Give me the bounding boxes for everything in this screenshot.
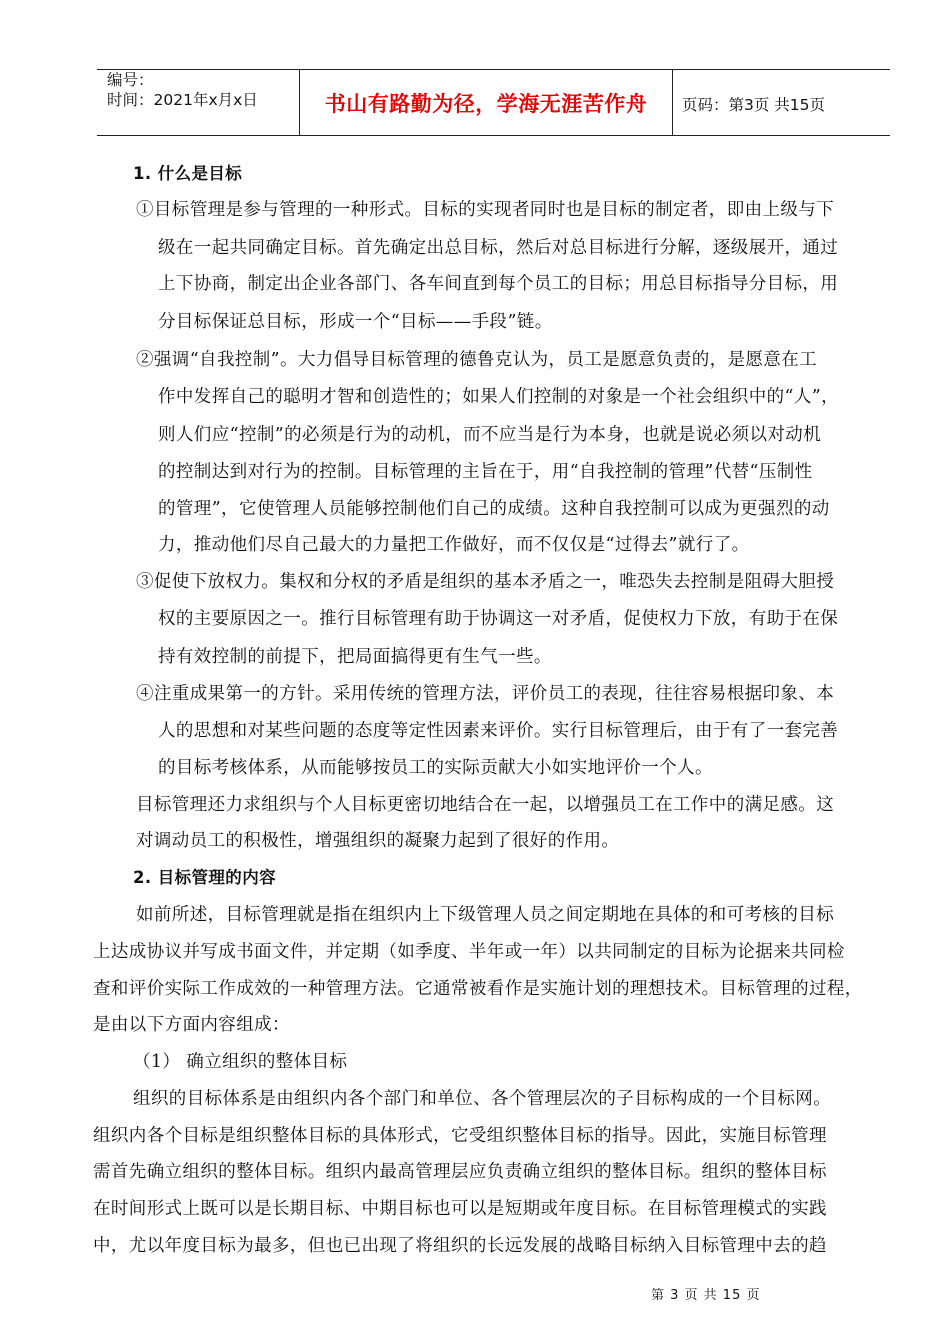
header-bottom-rule xyxy=(97,135,890,136)
header-motto: 书山有路勤为径，学海无涯苦作舟 xyxy=(324,92,648,116)
paragraph-line: 级在一起共同确定目标。首先确定出总目标，然后对总目标进行分解，逐级展开，通过 xyxy=(158,238,839,258)
paragraph-line: 的管理”，它使管理人员能够控制他们自己的成绩。这种自我控制可以成为更强烈的动 xyxy=(158,499,830,519)
paragraph-line: 权的主要原因之一。推行目标管理有助于协调这一对矛盾，促使权力下放，有助于在保 xyxy=(158,609,839,629)
paragraph-line: 需首先确立组织的整体目标。组织内最高管理层应负责确立组织的整体目标。组织的整体目标 xyxy=(93,1162,827,1182)
paragraph-line: ③促使下放权力。集权和分权的矛盾是组织的基本矛盾之一，唯恐失去控制是阻碍大胆授 xyxy=(136,572,835,592)
header-page-info: 页码：第3页 共15页 xyxy=(682,96,826,114)
paragraph-line: 力，推动他们尽自己最大的力量把工作做好，而不仅仅是“过得去”就行了。 xyxy=(158,535,750,555)
section-heading-2: 2. 目标管理的内容 xyxy=(133,868,276,887)
header-left-cell xyxy=(107,70,258,110)
paragraph-line: 的控制达到对行为的控制。目标管理的主旨在于，用“自我控制的管理”代替“压制性 xyxy=(158,462,813,482)
paragraph-line: 上达成协议并写成书面文件，并定期（如季度、半年或一年）以共同制定的目标为论据来共同检 xyxy=(93,942,845,962)
paragraph-line: 上下协商，制定出企业各部门、各车间直到每个员工的目标；用总目标指导分目标，用 xyxy=(158,274,839,294)
paragraph-line: 持有效控制的前提下，把局面搞得更有生气一些。 xyxy=(158,647,552,667)
paragraph-line: 是由以下方面内容组成： xyxy=(93,1015,290,1035)
paragraph-line: 对调动员工的积极性，增强组织的凝聚力起到了很好的作用。 xyxy=(136,831,620,851)
paragraph-line: 作中发挥自己的聪明才智和创造性的；如果人们控制的对象是一个社会组织中的“人”， xyxy=(158,387,839,407)
header-number-label: 编号： xyxy=(107,71,154,89)
paragraph-line: 查和评价实际工作成效的一种管理方法。它通常被看作是实施计划的理想技术。目标管理的过程， xyxy=(93,979,863,999)
paragraph-line: 分目标保证总目标，形成一个“目标——手段”链。 xyxy=(158,312,553,332)
paragraph-line: ①目标管理是参与管理的一种形式。目标的实现者同时也是目标的制定者，即由上级与下 xyxy=(136,200,835,220)
paragraph-line: 如前所述，目标管理就是指在组织内上下级管理人员之间定期地在具体的和可考核的目标 xyxy=(136,905,835,925)
paragraph-line: ②强调“自我控制”。大力倡导目标管理的德鲁克认为，员工是愿意负责的，是愿意在工 xyxy=(136,350,817,370)
paragraph-line: 中，尤以年度目标为最多，但也已出现了将组织的长远发展的战略目标纳入目标管理中去的趋 xyxy=(93,1236,827,1256)
paragraph-line: 目标管理还力求组织与个人目标更密切地结合在一起，以增强员工在工作中的满足感。这 xyxy=(136,795,835,815)
paragraph-line: 组织内各个目标是组织整体目标的具体形式，它受组织整体目标的指导。因此，实施目标管理 xyxy=(93,1126,827,1146)
paragraph-line: 则人们应“控制”的必须是行为的动机，而不应当是行为本身，也就是说必须以对动机 xyxy=(158,425,822,445)
subsection-heading: （1） 确立组织的整体目标 xyxy=(133,1052,348,1072)
paragraph-line: 的目标考核体系，从而能够按员工的实际贡献大小如实地评价一个人。 xyxy=(158,758,713,778)
page-footer: 第 3 页 共 15 页 xyxy=(651,1288,761,1303)
header-time: 时间：2021年x月x日 xyxy=(107,91,258,109)
paragraph-line: 组织的目标体系是由组织内各个部门和单位、各个管理层次的子目标构成的一个目标网。 xyxy=(133,1089,832,1109)
paragraph-line: 在时间形式上既可以是长期目标、中期目标也可以是短期或年度目标。在目标管理模式的实践 xyxy=(93,1199,827,1219)
section-heading-1: 1. 什么是目标 xyxy=(133,164,243,183)
paragraph-line: ④注重成果第一的方针。采用传统的管理方法，评价员工的表现，往往容易根据印象、本 xyxy=(136,684,835,704)
header-divider-2 xyxy=(672,69,673,135)
paragraph-line: 人的思想和对某些问题的态度等定性因素来评价。实行目标管理后，由于有了一套完善 xyxy=(158,721,839,741)
